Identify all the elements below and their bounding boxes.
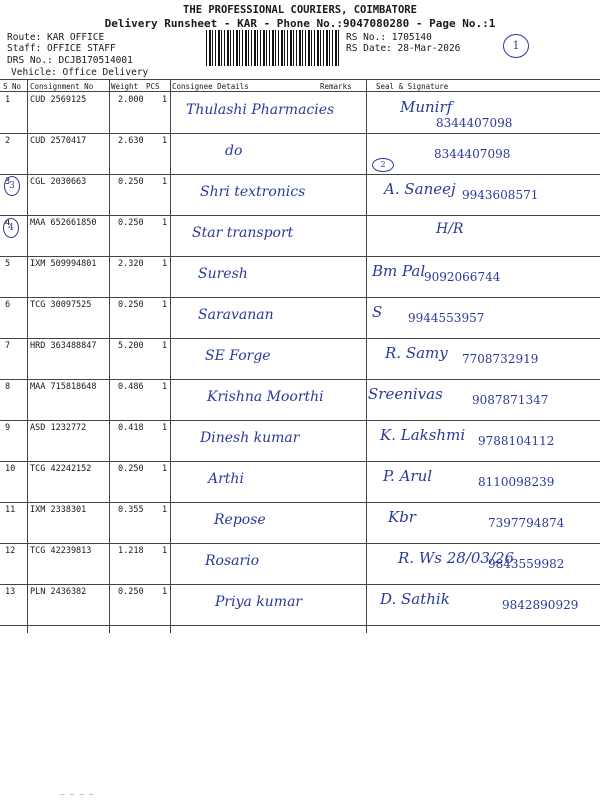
row-rule bbox=[0, 297, 600, 298]
row-pcs: 1 bbox=[162, 259, 168, 269]
row-consignee-handwritten: Dinesh kumar bbox=[200, 430, 300, 446]
row-consignment-no: CUD 2570417 bbox=[30, 136, 87, 146]
row-pcs: 1 bbox=[162, 218, 168, 228]
row-mark-circle: 3 bbox=[4, 176, 20, 196]
row-sno: 5 bbox=[5, 259, 11, 269]
row-signature: H/R bbox=[436, 221, 464, 237]
row-phone-handwritten: 9843559982 bbox=[488, 557, 565, 571]
row-weight: 1.218 bbox=[118, 546, 144, 556]
row-consignee-handwritten: Arthi bbox=[208, 471, 244, 487]
row-phone-handwritten: 7708732919 bbox=[462, 352, 539, 366]
row-consignee-handwritten: Shri textronics bbox=[200, 184, 306, 200]
header-sno: S No bbox=[3, 82, 22, 91]
header-consignment: Consignment No bbox=[30, 82, 94, 91]
row-weight: 2.320 bbox=[118, 259, 144, 269]
row-signature: Bm Pal bbox=[372, 262, 426, 280]
row-pcs: 1 bbox=[162, 177, 168, 187]
row-consignee-handwritten: Rosario bbox=[205, 553, 260, 569]
runsheet-subtitle: Delivery Runsheet - KAR - Phone No.:9047080280 - Page No.:1 bbox=[104, 17, 496, 30]
row-weight: 0.250 bbox=[118, 218, 144, 228]
row-consignment-no: TCG 42239813 bbox=[30, 546, 92, 556]
row-sno: 9 bbox=[5, 423, 11, 433]
row-consignment-no: HRD 363488847 bbox=[30, 341, 97, 351]
row-mark-circle: 2 bbox=[372, 158, 394, 172]
row-phone-handwritten: 9788104112 bbox=[478, 434, 555, 448]
row-sno: 11 bbox=[5, 505, 16, 515]
row-weight: 0.418 bbox=[118, 423, 144, 433]
row-weight: 5.200 bbox=[118, 341, 144, 351]
row-rule bbox=[0, 338, 600, 339]
vehicle-label: Vehicle: Office Delivery bbox=[11, 67, 149, 78]
row-weight: 0.250 bbox=[118, 464, 144, 474]
row-consignee-handwritten: Saravanan bbox=[198, 307, 274, 323]
row-signature: S bbox=[372, 303, 383, 321]
row-sno: 12 bbox=[5, 546, 16, 556]
row-consignee-handwritten: Star transport bbox=[192, 225, 294, 241]
row-rule bbox=[0, 502, 600, 503]
row-consignment-no: CUD 2569125 bbox=[30, 95, 87, 105]
footer-scribble: ~ ~ ~ ~ bbox=[60, 790, 94, 799]
row-consignment-no: MAA 652661850 bbox=[30, 218, 97, 228]
route-label: Route: KAR OFFICE bbox=[7, 32, 105, 43]
row-sno: 2 bbox=[5, 136, 11, 146]
row-signature: A. Saneej bbox=[384, 180, 456, 198]
row-rule bbox=[0, 625, 600, 626]
row-consignee-handwritten: Priya kumar bbox=[215, 594, 303, 610]
row-sno: 7 bbox=[5, 341, 11, 351]
col-divider bbox=[27, 79, 28, 633]
table-top-rule bbox=[0, 79, 600, 80]
header-weight: Weight bbox=[111, 82, 139, 91]
row-signature: P. Arul bbox=[383, 467, 433, 485]
row-consignment-no: IXM 2338301 bbox=[30, 505, 87, 515]
row-pcs: 1 bbox=[162, 587, 168, 597]
row-phone-handwritten: 9944553957 bbox=[408, 311, 485, 325]
header-remarks: Remarks bbox=[320, 82, 352, 91]
row-rule bbox=[0, 461, 600, 462]
row-signature: Munirf bbox=[400, 98, 453, 116]
row-weight: 0.250 bbox=[118, 177, 144, 187]
row-pcs: 1 bbox=[162, 423, 168, 433]
row-sno: 1 bbox=[5, 95, 11, 105]
row-consignee-handwritten: Suresh bbox=[198, 266, 248, 282]
barcode bbox=[206, 30, 340, 66]
row-weight: 2.000 bbox=[118, 95, 144, 105]
row-rule bbox=[0, 379, 600, 380]
row-signature: D. Sathik bbox=[380, 590, 450, 608]
row-consignment-no: PLN 2436382 bbox=[30, 587, 87, 597]
row-rule bbox=[0, 420, 600, 421]
row-sno: 13 bbox=[5, 587, 16, 597]
row-rule bbox=[0, 584, 600, 585]
row-rule bbox=[0, 174, 600, 175]
row-signature: K. Lakshmi bbox=[380, 426, 466, 444]
header-consignee: Consignee Details bbox=[172, 82, 249, 91]
row-phone-handwritten: 9943608571 bbox=[462, 188, 539, 202]
row-phone-handwritten: 8344407098 bbox=[434, 147, 511, 161]
row-signature: R. Ws 28/03/26 bbox=[398, 549, 515, 567]
row-signature: Kbr bbox=[388, 508, 416, 526]
row-pcs: 1 bbox=[162, 300, 168, 310]
row-consignment-no: MAA 715818648 bbox=[30, 382, 97, 392]
row-rule bbox=[0, 256, 600, 257]
drs-number: DRS No.: DCJB170514001 bbox=[7, 55, 133, 66]
runsheet-title: THE PROFESSIONAL COURIERS, COIMBATORE bbox=[183, 4, 417, 16]
row-sno: 10 bbox=[5, 464, 16, 474]
row-phone-handwritten: 9842890929 bbox=[502, 598, 579, 612]
row-sno: 6 bbox=[5, 300, 11, 310]
row-weight: 0.250 bbox=[118, 587, 144, 597]
row-phone-handwritten: 9087871347 bbox=[472, 393, 549, 407]
rs-date: RS Date: 28-Mar-2026 bbox=[346, 43, 461, 54]
row-phone-handwritten: 7397794874 bbox=[488, 516, 565, 530]
row-weight: 2.630 bbox=[118, 136, 144, 146]
row-pcs: 1 bbox=[162, 505, 168, 515]
row-consignee-handwritten: SE Forge bbox=[205, 348, 271, 364]
rs-number: RS No.: 1705140 bbox=[346, 32, 432, 43]
row-weight: 0.250 bbox=[118, 300, 144, 310]
row-weight: 0.486 bbox=[118, 382, 144, 392]
row-pcs: 1 bbox=[162, 464, 168, 474]
col-divider bbox=[366, 79, 367, 633]
col-divider bbox=[170, 79, 171, 633]
row-consignment-no: IXM 509994801 bbox=[30, 259, 97, 269]
table-header-rule bbox=[0, 91, 600, 92]
row-consignee-handwritten: Thulashi Pharmacies bbox=[186, 102, 335, 118]
row-signature: R. Samy bbox=[385, 344, 448, 362]
row-sno: 3 bbox=[5, 177, 11, 187]
row-pcs: 1 bbox=[162, 95, 168, 105]
row-consignment-no: TCG 42242152 bbox=[30, 464, 92, 474]
row-rule bbox=[0, 215, 600, 216]
row-consignment-no: ASD 1232772 bbox=[30, 423, 87, 433]
row-pcs: 1 bbox=[162, 341, 168, 351]
row-weight: 0.355 bbox=[118, 505, 144, 515]
col-divider bbox=[109, 79, 110, 633]
row-consignee-handwritten: Repose bbox=[214, 512, 266, 528]
row-rule bbox=[0, 133, 600, 134]
row-consignee-handwritten: do bbox=[225, 143, 243, 159]
row-consignment-no: CGL 2030663 bbox=[30, 177, 87, 187]
row-sno: 8 bbox=[5, 382, 11, 392]
row-consignment-no: TCG 30097525 bbox=[30, 300, 92, 310]
row-pcs: 1 bbox=[162, 382, 168, 392]
row-mark-circle: 4 bbox=[3, 218, 19, 238]
row-sno: 4 bbox=[5, 218, 11, 228]
row-phone-handwritten: 8110098239 bbox=[478, 475, 555, 489]
header-pcs: PCS bbox=[146, 82, 160, 91]
page-mark-circle: 1 bbox=[503, 34, 529, 58]
staff-label: Staff: OFFICE STAFF bbox=[7, 43, 116, 54]
row-signature: Sreenivas bbox=[368, 385, 443, 403]
header-seal: Seal & Signature bbox=[376, 82, 449, 91]
row-rule bbox=[0, 543, 600, 544]
row-phone-handwritten: 9092066744 bbox=[424, 270, 501, 284]
row-phone-handwritten: 8344407098 bbox=[436, 116, 513, 130]
row-pcs: 1 bbox=[162, 546, 168, 556]
row-consignee-handwritten: Krishna Moorthi bbox=[207, 389, 324, 405]
row-pcs: 1 bbox=[162, 136, 168, 146]
